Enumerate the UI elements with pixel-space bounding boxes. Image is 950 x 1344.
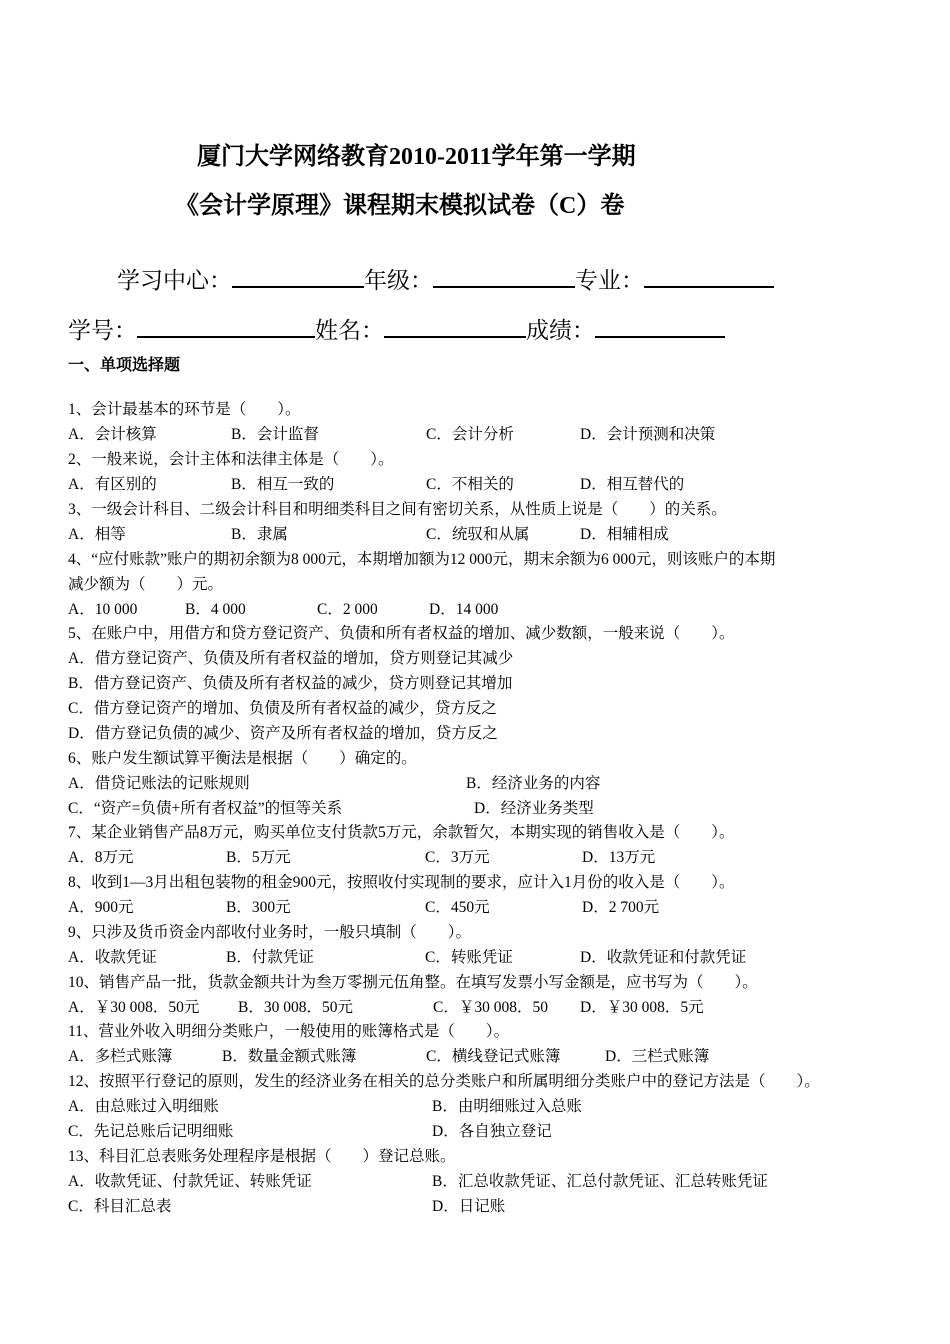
question-10-option-c: C．￥30 008．50: [433, 999, 548, 1016]
question-10-option-b: B．30 008．50元: [238, 999, 353, 1016]
question-5-option-a: A．借方登记资产、负债及所有者权益的增加，贷方则登记其减少: [68, 650, 514, 667]
title-line-1: 厦门大学网络教育2010-2011学年第一学期: [197, 144, 636, 170]
question-9-stem: 9、只涉及货币资金内部收付业务时，一般只填制（ ）。: [68, 924, 472, 941]
question-3-option-b: B．隶属: [231, 526, 288, 543]
question-4-option-c: C．2 000: [317, 601, 378, 618]
question-9-option-a: A．收款凭证: [68, 949, 157, 966]
question-4-option-a: A．10 000: [68, 601, 138, 618]
question-8-option-d: D．2 700元: [582, 899, 660, 916]
question-12-option-c: C．先记总账后记明细账: [68, 1123, 234, 1140]
question-9-option-b: B．付款凭证: [226, 949, 314, 966]
question-12-option-d: D．各自独立登记: [432, 1123, 552, 1140]
question-8-option-a: A．900元: [68, 899, 134, 916]
question-8-option-b: B．300元: [226, 899, 291, 916]
question-7-option-a: A．8万元: [68, 849, 134, 866]
question-11-option-c: C．横线登记式账簿: [426, 1048, 561, 1065]
question-8-option-c: C．450元: [425, 899, 490, 916]
question-3-option-d: D．相辅相成: [580, 526, 669, 543]
question-12-option-b: B．由明细账过入总账: [432, 1098, 582, 1115]
question-5-option-c: C．借方登记资产的增加、负债及所有者权益的减少，贷方反之: [68, 700, 497, 717]
question-13-option-d: D．日记账: [432, 1198, 506, 1215]
question-7-option-c: C．3万元: [425, 849, 490, 866]
question-1-option-c: C．会计分析: [426, 426, 514, 443]
question-4-stem-line-2: 减少额为（ ）元。: [68, 576, 224, 593]
name-label: 姓名：: [315, 318, 384, 343]
question-10-stem: 10、销售产品一批，货款金额共计为叁万零捌元伍角整。在填写发票小写金额是，应书写为（ ）。: [68, 974, 758, 991]
major-blank[interactable]: [644, 264, 774, 288]
question-6-option-d: D．经济业务类型: [474, 800, 594, 817]
question-1-option-b: B．会计监督: [231, 426, 319, 443]
info-row-1: [117, 262, 774, 295]
question-3-option-a: A．相等: [68, 526, 126, 543]
question-4-option-d: D．14 000: [429, 601, 499, 618]
question-11-option-a: A．多栏式账簿: [68, 1048, 173, 1065]
question-10-option-d: D．￥30 008．5元: [580, 999, 704, 1016]
question-2-option-a: A．有区别的: [68, 476, 157, 493]
question-13-option-b: B．汇总收款凭证、汇总付款凭证、汇总转账凭证: [432, 1173, 768, 1190]
question-13-stem: 13、科目汇总表账务处理程序是根据（ ）登记总账。: [68, 1148, 456, 1165]
major-label: 专业：: [575, 268, 644, 293]
question-2-option-d: D．相互替代的: [580, 476, 685, 493]
section-heading: 一、单项选择题: [68, 357, 181, 374]
question-13-option-c: C．科目汇总表: [68, 1198, 172, 1215]
title-line-2: 《会计学原理》课程期末模拟试卷（C）卷: [175, 193, 625, 219]
student-id-label: 学号：: [68, 318, 137, 343]
question-7-option-b: B．5万元: [226, 849, 291, 866]
question-6-option-c: C．“资产=负债+所有者权益”的恒等关系: [68, 800, 343, 817]
question-1-option-d: D．会计预测和决策: [580, 426, 716, 443]
question-8-stem: 8、收到1—3月出租包装物的租金900元，按照收付实现制的要求，应计入1月份的收入是（ ）。: [68, 874, 735, 891]
question-4-option-b: B．4 000: [185, 601, 246, 618]
question-4-stem-line-1: 4、“应付账款”账户的期初余额为8 000元，本期增加额为12 000元，期末余额为6 000元，则该账户的本期: [68, 551, 776, 568]
name-blank[interactable]: [384, 314, 526, 338]
question-7-option-d: D．13万元: [582, 849, 656, 866]
question-3-stem: 3、一级会计科目、二级会计科目和明细类科目之间有密切关系，从性质上说是（ ）的关系。: [68, 501, 727, 518]
question-5-stem: 5、在账户中，用借方和贷方登记资产、负债和所有者权益的增加、减少数额，一般来说（ ）。: [68, 625, 735, 642]
question-11-option-b: B．数量金额式账簿: [222, 1048, 357, 1065]
question-5-option-d: D．借方登记负债的减少、资产及所有者权益的增加，贷方反之: [68, 725, 498, 742]
question-11-option-d: D．三栏式账簿: [605, 1048, 710, 1065]
study-center-blank[interactable]: [232, 264, 364, 288]
question-1-stem: 1、会计最基本的环节是（ ）。: [68, 401, 301, 418]
question-12-option-a: A．由总账过入明细账: [68, 1098, 219, 1115]
question-2-option-b: B．相互一致的: [231, 476, 335, 493]
question-1-option-a: A．会计核算: [68, 426, 157, 443]
score-label: 成绩：: [526, 318, 595, 343]
question-5-option-b: B．借方登记资产、负债及所有者权益的减少，贷方则登记其增加: [68, 675, 513, 692]
question-2-option-c: C．不相关的: [426, 476, 514, 493]
study-center-label: 学习中心：: [117, 268, 232, 293]
question-6-option-b: B．经济业务的内容: [466, 775, 601, 792]
question-12-stem: 12、按照平行登记的原则，发生的经济业务在相关的总分类账户和所属明细分类账户中的登记方法是（ ）。: [68, 1073, 820, 1090]
question-9-option-d: D．收款凭证和付款凭证: [580, 949, 747, 966]
question-6-stem: 6、账户发生额试算平衡法是根据（ ）确定的。: [68, 750, 417, 767]
info-row-2: [68, 312, 725, 345]
question-3-option-c: C．统驭和从属: [426, 526, 530, 543]
question-6-option-a: A．借贷记账法的记账规则: [68, 775, 250, 792]
score-blank[interactable]: [595, 314, 725, 338]
question-7-stem: 7、某企业销售产品8万元，购买单位支付货款5万元，余款暂欠，本期实现的销售收入是（ ）。: [68, 824, 735, 841]
student-id-blank[interactable]: [137, 314, 315, 338]
question-2-stem: 2、一般来说，会计主体和法律主体是（ ）。: [68, 451, 394, 468]
question-13-option-a: A．收款凭证、付款凭证、转账凭证: [68, 1173, 312, 1190]
question-11-stem: 11、营业外收入明细分类账户，一般使用的账簿格式是（ ）。: [68, 1023, 510, 1040]
question-9-option-c: C．转账凭证: [425, 949, 513, 966]
grade-label: 年级：: [364, 268, 433, 293]
grade-blank[interactable]: [433, 264, 575, 288]
question-10-option-a: A．￥30 008．50元: [68, 999, 200, 1016]
